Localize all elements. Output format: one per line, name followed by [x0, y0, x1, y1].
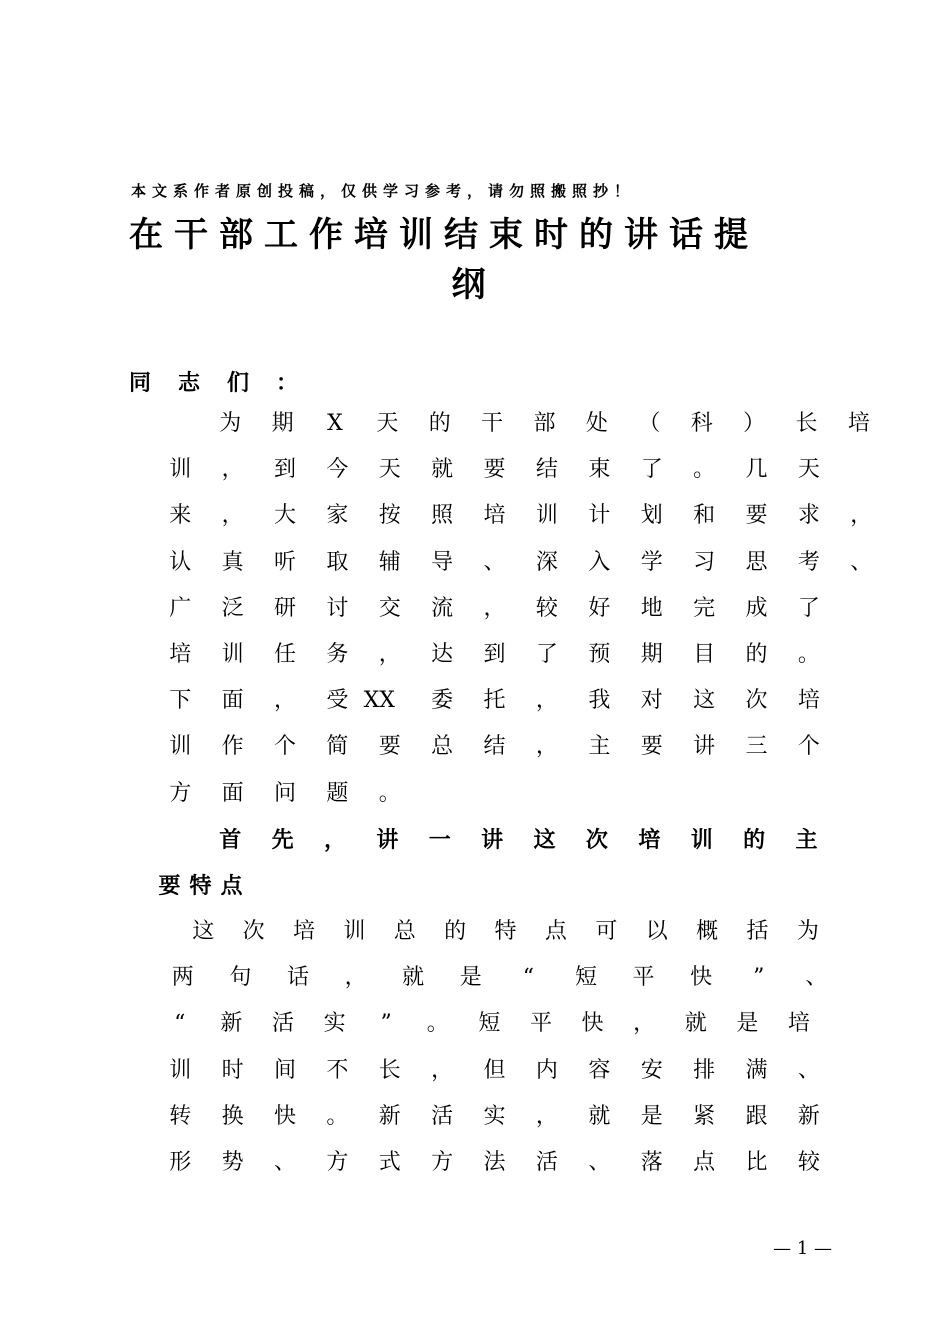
para-line: 两 句 话 ， 就 是 “ 短 平 快 ” 、 — [171, 965, 828, 991]
notice-line: 本文系作者原创投稿，仅供学习参考，请勿照搬照抄！ — [131, 182, 636, 200]
salutation: 同志们： — [129, 370, 326, 396]
para-line: 下 面 ， 受 XX 委 托 ， 我 对 这 次 培 — [169, 688, 820, 714]
para-line: 广 泛 研 讨 交 流 ， 较 好 地 完 成 了 — [169, 595, 820, 621]
head-line: 要 特 点 — [158, 873, 243, 900]
document-title — [129, 210, 829, 310]
head-line: 首 先 ， 讲 一 讲 这 次 培 训 的 主 — [219, 827, 818, 853]
title-line-2: 纲 — [451, 265, 497, 305]
para-line: 认 真 听 取 辅 导 、 深 入 学 习 思 考 、 — [169, 549, 873, 575]
para-line: 培 训 任 务 ， 达 到 了 预 期 目 的 。 — [169, 642, 820, 667]
para-line: 来 ， 大 家 按 照 培 训 计 划 和 要 求 ， — [169, 503, 873, 529]
title-line-1: 在干部工作培训结束时的讲话提 — [129, 215, 759, 255]
para-line: 训 ， 到 今 天 就 要 结 束 了 。 几 天 — [169, 457, 820, 483]
para-line: 方 面 问 题 。 — [169, 780, 401, 806]
para-line: 训 作 个 简 要 总 结 ， 主 要 讲 三 个 — [169, 734, 820, 760]
para-line: 形 势 、 方 式 方 法 活 、 落 点 比 较 — [169, 1150, 820, 1175]
para-line: 训 时 间 不 长 ， 但 内 容 安 排 满 、 — [169, 1057, 820, 1083]
para-line: 为 期 X 天 的 干 部 处 （ 科 ） 长 培 — [219, 411, 870, 436]
para-line: “ 新 活 实 ” 。 短 平 快 ， 就 是 培 — [174, 1011, 810, 1037]
page-number: — 1 — — [773, 1238, 832, 1259]
para-line: 这 次 培 训 总 的 特 点 可 以 概 括 为 — [192, 919, 819, 944]
para-line: 转 换 快 。 新 活 实 ， 就 是 紧 跟 新 — [169, 1103, 820, 1129]
